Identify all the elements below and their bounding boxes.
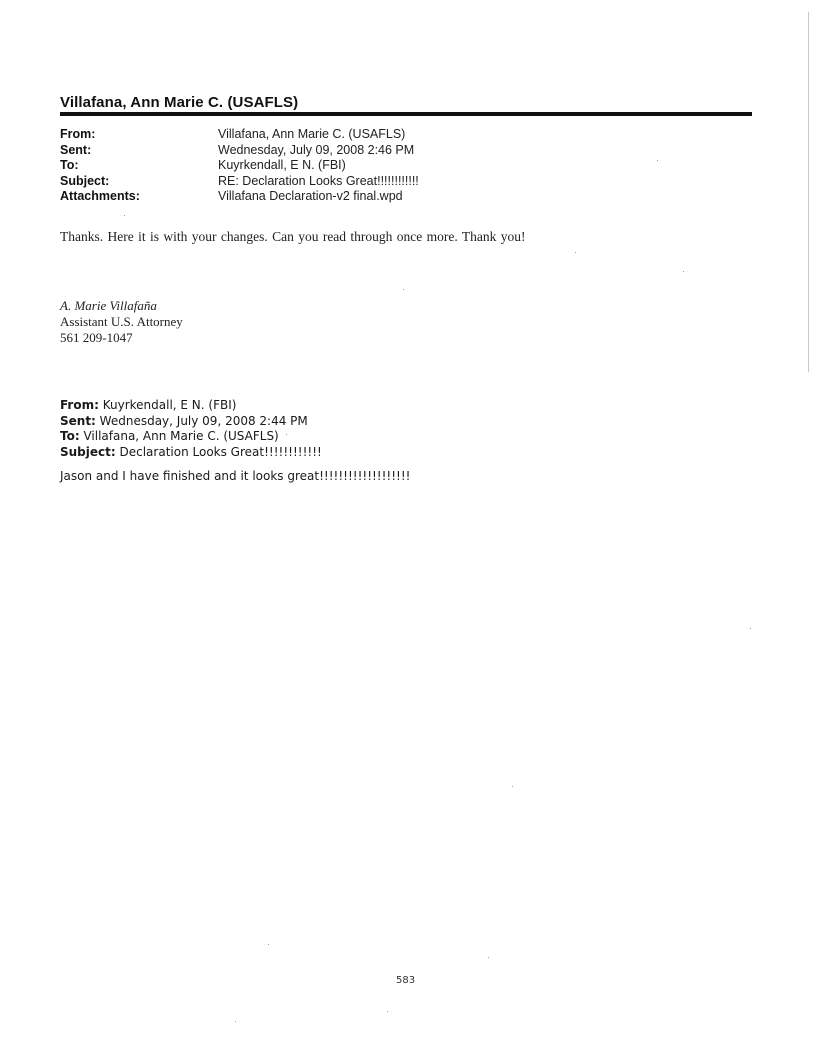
- scan-speck: [750, 628, 751, 629]
- email-header-block: [60, 127, 419, 205]
- quoted-from-label: From:: [60, 398, 99, 412]
- scan-speck: [268, 944, 269, 945]
- quoted-to-label: To:: [60, 429, 80, 443]
- to-row: [60, 158, 419, 174]
- sent-value: Wednesday, July 09, 2008 2:46 PM: [218, 142, 415, 157]
- scan-speck: [286, 434, 287, 435]
- quoted-subject-value: Declaration Looks Great!!!!!!!!!!!!: [115, 444, 322, 459]
- attachments-label: Attachments:: [60, 189, 140, 203]
- quoted-header-block: [60, 398, 322, 460]
- quoted-sent-row: [60, 414, 322, 430]
- quoted-from-value: Kuyrkendall, E N. (FBI): [98, 398, 237, 412]
- scan-speck: [124, 215, 125, 216]
- quoted-sent-value: Wednesday, July 09, 2008 2:44 PM: [95, 413, 308, 428]
- subject-row: [60, 174, 419, 190]
- from-value: Villafana, Ann Marie C. (USAFLS): [218, 127, 406, 141]
- to-label: To:: [60, 158, 79, 172]
- sent-label: Sent:: [60, 142, 92, 157]
- email-body-text: Thanks. Here it is with your changes. Can you read through once more. Thank you!: [60, 229, 526, 244]
- attachments-value: Villafana Declaration-v2 final.wpd: [218, 189, 403, 203]
- to-value: Kuyrkendall, E N. (FBI): [218, 158, 346, 172]
- mailbox-owner-name: Villafana, Ann Marie C. (USAFLS): [60, 94, 299, 111]
- subject-label: Subject:: [60, 173, 110, 188]
- from-row: [60, 127, 419, 143]
- quoted-to-value: Villafana, Ann Marie C. (USAFLS): [79, 429, 279, 443]
- signature-block: [60, 298, 183, 346]
- quoted-to-row: [60, 429, 322, 445]
- from-label: From:: [60, 127, 96, 141]
- quoted-message-body: Jason and I have finished and it looks great!!!!!!!!!!!!!!!!!!!: [60, 469, 411, 483]
- scan-speck: [575, 252, 576, 253]
- sent-row: [60, 143, 419, 159]
- quoted-from-row: [60, 398, 322, 414]
- scan-speck: [683, 271, 684, 272]
- quoted-subject-row: [60, 445, 322, 461]
- scan-speck: [657, 160, 658, 161]
- attachments-row: [60, 189, 419, 205]
- scan-speck: [403, 289, 404, 290]
- header-divider: [60, 112, 752, 116]
- signature-title: Assistant U.S. Attorney: [60, 314, 183, 329]
- quoted-sent-label: Sent:: [60, 413, 96, 428]
- signature-phone: 561 209-1047: [60, 330, 133, 345]
- subject-value: RE: Declaration Looks Great!!!!!!!!!!!!: [218, 173, 419, 188]
- scan-speck: [235, 1021, 236, 1022]
- scan-speck: [512, 786, 513, 787]
- scan-speck: [387, 1011, 388, 1012]
- signature-name: A. Marie Villafaña: [60, 298, 157, 313]
- page-number: 583: [396, 975, 416, 986]
- scan-edge-line: [808, 12, 809, 372]
- quoted-subject-label: Subject:: [60, 444, 116, 459]
- scan-speck: [488, 957, 489, 958]
